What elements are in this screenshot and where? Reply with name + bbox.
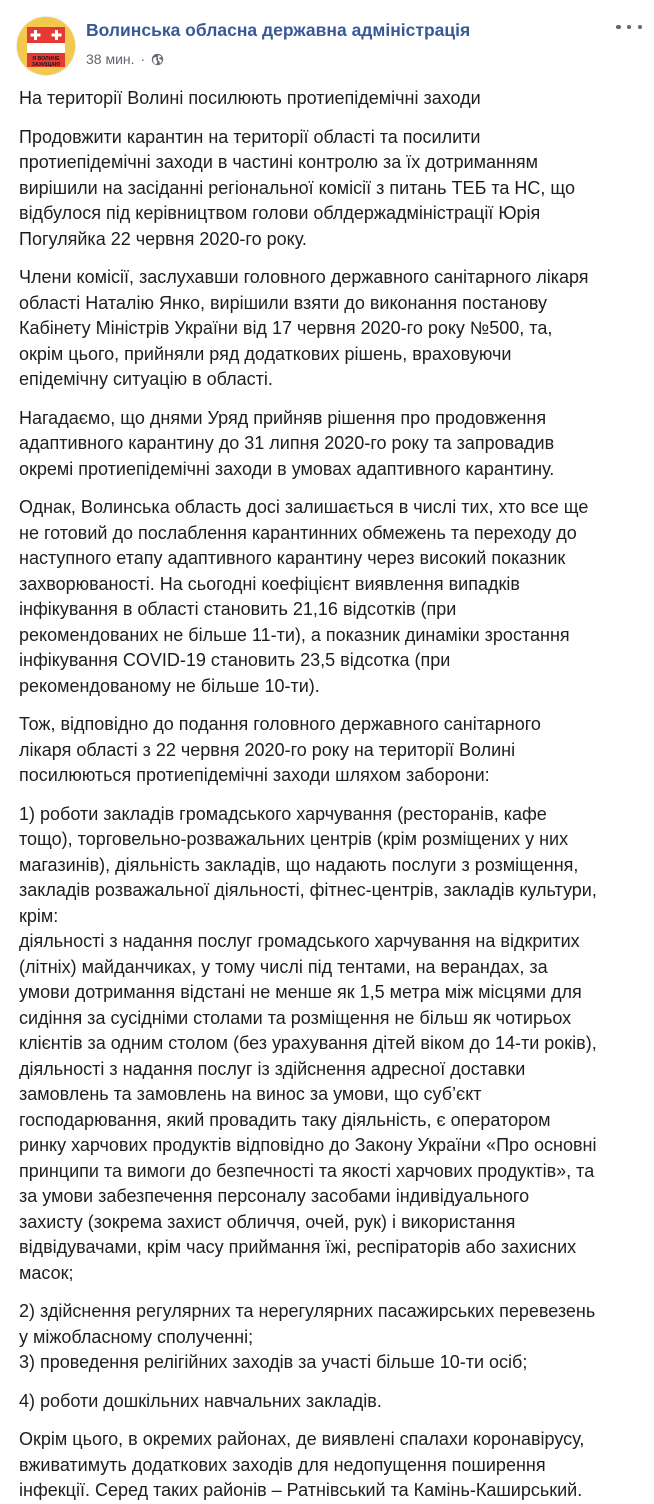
volyn-flag-logo-icon [17,17,75,75]
text-line: Погуляйка 22 червня 2020-го року. [19,228,307,249]
text-line: клієнтів за одним столом (без урахування дітей віком до 14-ти років), [19,1033,597,1053]
paragraph-3 [19,406,644,483]
text-line: інфікування COVID-19 становить 23,5 відсотка (при [19,650,451,670]
text-line: 1) роботи закладів громадського харчування (ресторанів, кафе [19,803,547,824]
text-line: Кабінету Міністрів України від 17 червня 2020-го року №500, та, [19,318,553,338]
text-line: Продовжити карантин на території області та посилити [19,126,481,147]
post-meta [86,51,164,67]
text-line: лікаря області з 22 червня 2020-го року на території Волині [19,739,516,760]
post-title: На території Волині посилюють протиепідемічні заходи [19,88,481,108]
text-line: рекомендованому не більше 10-ти). [19,675,320,696]
paragraph-5 [19,712,644,789]
svg-text:ЗАХИЩАЮ: ЗАХИЩАЮ [31,62,61,68]
text-line: захворюваності. На сьогодні коефіцієнт виявлення випадків [19,573,520,594]
text-line: не готовий до послаблення карантинних обмежень та переходу до [19,522,577,543]
paragraph-1 [19,125,644,253]
text-line: принципи та вимоги до безпечності та якості харчових продуктів», та [19,1160,595,1181]
text-line: ринку харчових продуктів відповідно до Закону України «Про основні [19,1135,597,1155]
text-line: вживатимуть додаткових заходів для недопущення поширення [19,1454,546,1475]
text-line: відбулося під керівництвом голови облдержадміністрації Юрія [19,203,541,223]
text-line: протиепідемічні заходи в частині контролю за їх дотриманням [19,152,539,172]
paragraph-7 [19,1299,644,1376]
text-line: Окрім цього, в окремих районах, де виявлені спалахи коронавірусу, [19,1429,585,1449]
text-line: адаптивного карантину до 31 липня 2020-го року та запровадив [19,433,555,453]
text-line: у міжобласному сполученні; [19,1326,254,1347]
paragraph-2 [19,265,644,393]
text-line: (літніх) майданчиках, у тому числі під тентами, на верандах, за [19,956,548,977]
ellipsis-icon[interactable] [616,18,642,36]
text-line: Нагадаємо, що днями Уряд прийняв рішення про продовження [19,407,547,428]
text-line: закладів розважальної діяльності, фітнес-центрів, закладів культури, [19,880,597,900]
text-line: 4) роботи дошкільних навчальних закладів. [19,1390,382,1411]
text-line: інфекції. Серед таких районів – Ратнівський та Камінь-Каширський. [19,1480,583,1500]
text-line: наступного етапу адаптивного карантину через високий показник [19,548,566,568]
text-line: масок; [19,1262,74,1283]
text-line: замовлень та замовлень на винос за умови, що суб’єкт [19,1084,482,1104]
text-line: епідемічну ситуацію в області. [19,369,273,389]
text-line: рекомендованих не більше 11-ти), а показник динаміки зростання [19,624,570,645]
text-line: Члени комісії, заслухавши головного державного санітарного лікаря [19,267,589,287]
text-line: окремі протиепідемічні заходи в умовах адаптивного карантину. [19,458,555,479]
text-line: захисту (зокрема захист обличчя, очей, рук) і використання [19,1211,516,1232]
text-line: 3) проведення релігійних заходів за участі більше 10-ти осіб; [19,1352,528,1372]
text-line: посилюються протиепідемічні заходи шляхом заборони: [19,765,490,785]
text-line: крім: [19,905,59,926]
text-line: за умови забезпечення персоналу засобами індивідуального [19,1186,530,1206]
text-line: окрім цього, прийняли ряд додаткових рішень, враховуючи [19,343,512,364]
text-line: сидіння за сусідніми столами та розміщення не більш як чотирьох [19,1007,572,1028]
post-header [0,0,654,80]
text-line: Тож, відповідно до подання головного державного санітарного [19,714,541,734]
text-line: магазинів), діяльність закладів, що надають послуги з розміщення, [19,854,579,875]
paragraph-9 [19,1427,644,1504]
text-line: області Наталію Янко, вирішили взяти до виконання постанову [19,292,548,313]
text-line: відвідувачами, крім часу приймання їжі, респіраторів або захисних [19,1237,577,1257]
text-line: тощо), торговельно-розважальних центрів (крім розміщених у них [19,829,569,849]
text-line: господарювання, який провадить таку діяльність, є оператором [19,1109,551,1130]
svg-text:Я ВОЛИНЕ: Я ВОЛИНЕ [32,56,60,62]
text-line: умови дотримання відстані не менше як 1,5 метра між місцями для [19,982,582,1002]
text-line: інфікування в області становить 21,16 відсотків (при [19,599,457,619]
text-line: 2) здійснення регулярних та нерегулярних пасажирських перевезень [19,1301,596,1321]
page-name-link[interactable]: Волинська обласна державна адміністрація [86,20,471,40]
text-line: діяльності з надання послуг із здійснення адресної доставки [19,1058,526,1079]
text-line: вирішили на засіданні регіональної комісії з питань ТЕБ та НС, що [19,177,576,198]
paragraph-8 [19,1389,644,1415]
paragraph-4 [19,495,644,699]
post-body [19,86,644,1504]
meta-separator: · [140,51,146,67]
paragraph-6 [19,802,644,1287]
post-time-link[interactable]: 38 мин. [86,51,135,67]
text-line: діяльності з надання послуг громадського харчування на відкритих [19,931,580,951]
text-line: Однак, Волинська область досі залишається в числі тих, хто все ще [19,497,589,517]
globe-icon[interactable] [151,53,164,66]
page-avatar[interactable] [17,17,75,75]
